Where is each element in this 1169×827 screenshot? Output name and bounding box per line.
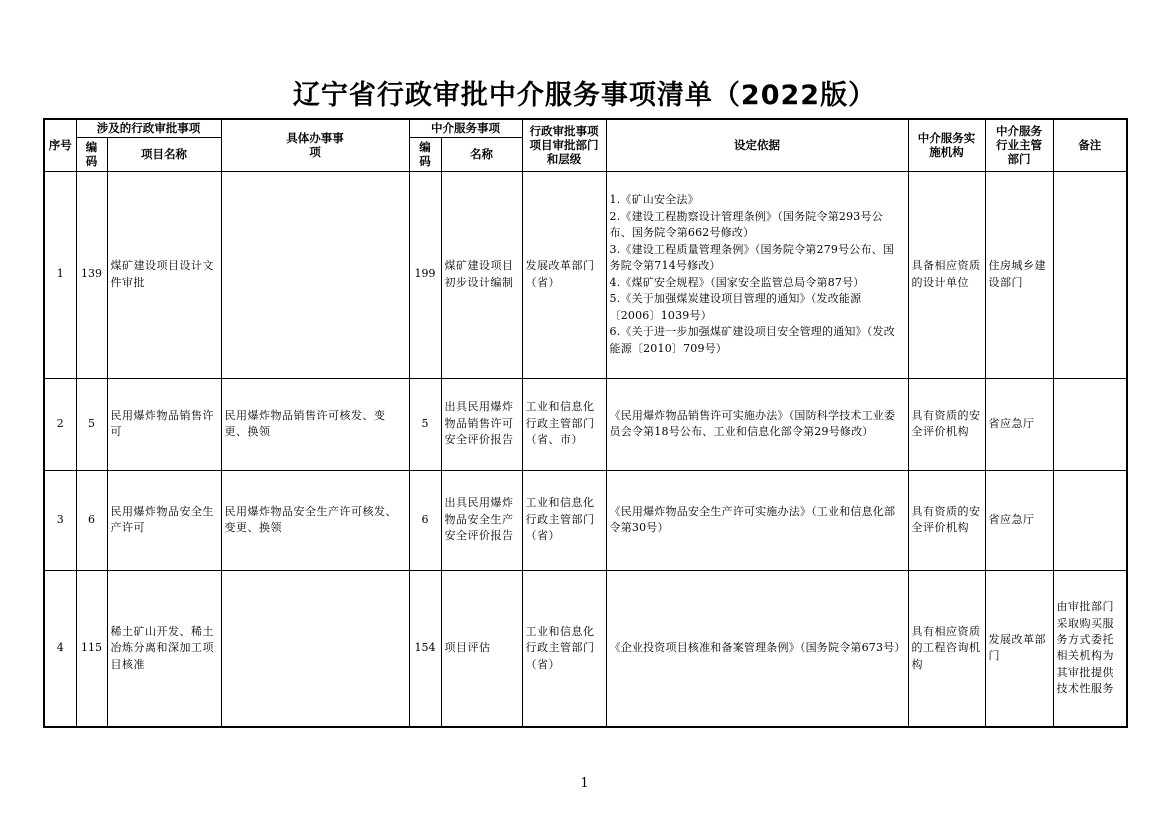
header-supervisor: 中介服务行业主管部门 xyxy=(985,119,1053,171)
cell-supervisor: 住房城乡建设部门 xyxy=(985,171,1053,378)
cell-supervisor: 省应急厅 xyxy=(985,470,1053,570)
page-title: 辽宁省行政审批中介服务事项清单（2022版） xyxy=(292,80,877,111)
cell-seq: 4 xyxy=(44,570,76,727)
cell-inter-name: 出具民用爆炸物品销售许可安全评价报告 xyxy=(441,378,522,470)
basis-line: 5.《关于加强煤炭建设项目管理的通知》（发改能源〔2006〕1039号） xyxy=(609,292,862,322)
cell-admin-code: 139 xyxy=(76,171,107,378)
header-inter-group: 中介服务事项 xyxy=(409,119,522,137)
cell-basis xyxy=(606,378,908,470)
cell-basis xyxy=(606,570,908,727)
cell-inter-name: 煤矿建设项目初步设计编制 xyxy=(441,171,522,378)
service-items-table xyxy=(43,118,1128,728)
header-basis: 设定依据 xyxy=(606,119,908,171)
cell-inter-code: 154 xyxy=(409,570,441,727)
page-number: 1 xyxy=(580,776,589,791)
cell-inter-code: 199 xyxy=(409,171,441,378)
cell-admin-name: 民用爆炸物品销售许可 xyxy=(107,378,221,470)
cell-admin-code: 115 xyxy=(76,570,107,727)
header-specific: 具体办事事项 xyxy=(221,119,409,171)
cell-dept: 工业和信息化行政主管部门（省） xyxy=(522,570,606,727)
cell-remark xyxy=(1053,378,1127,470)
cell-admin-code: 5 xyxy=(76,378,107,470)
basis-line: 4.《煤矿安全规程》（国家安全监管总局令第87号） xyxy=(609,275,865,289)
table-row xyxy=(44,378,1127,470)
cell-basis xyxy=(606,171,908,378)
cell-dept: 发展改革部门（省） xyxy=(522,171,606,378)
cell-remark xyxy=(1053,470,1127,570)
cell-agency: 具有相应资质的工程咨询机构 xyxy=(908,570,985,727)
cell-inter-code: 5 xyxy=(409,378,441,470)
cell-basis xyxy=(606,470,908,570)
cell-admin-code: 6 xyxy=(76,470,107,570)
cell-remark: 由审批部门采取购买服务方式委托相关机构为其审批提供技术性服务 xyxy=(1053,570,1127,727)
cell-dept: 工业和信息化行政主管部门（省） xyxy=(522,470,606,570)
basis-line: 3.《建设工程质量管理条例》（国务院令第279号公布、国务院令第714号修改） xyxy=(609,242,895,272)
cell-agency: 具有资质的安全评价机构 xyxy=(908,470,985,570)
table-row xyxy=(44,470,1127,570)
basis-line: 《企业投资项目核准和备案管理条例》（国务院令第673号） xyxy=(609,641,906,654)
cell-agency: 具备相应资质的设计单位 xyxy=(908,171,985,378)
cell-admin-name: 稀土矿山开发、稀土冶炼分离和深加工项目核准 xyxy=(107,570,221,727)
header-inter-code: 编码 xyxy=(409,137,441,171)
cell-remark xyxy=(1053,171,1127,378)
cell-specific: 民用爆炸物品销售许可核发、变更、换领 xyxy=(221,378,409,470)
table-row xyxy=(44,570,1127,727)
cell-specific: 民用爆炸物品安全生产许可核发、变更、换领 xyxy=(221,470,409,570)
basis-line: 《民用爆炸物品销售许可实施办法》（国防科学技术工业委员会令第18号公布、工业和信息化部令第29号修改） xyxy=(609,408,896,438)
cell-admin-name: 民用爆炸物品安全生产许可 xyxy=(107,470,221,570)
header-admin-group: 涉及的行政审批事项 xyxy=(76,119,221,137)
basis-line: 1.《矿山安全法》 xyxy=(609,193,699,206)
basis-line: 6.《关于进一步加强煤矿建设项目安全管理的通知》（发改能源〔2010〕709号） xyxy=(609,325,895,355)
cell-agency: 具有资质的安全评价机构 xyxy=(908,378,985,470)
cell-specific xyxy=(221,171,409,378)
table-row xyxy=(44,171,1127,378)
cell-seq: 2 xyxy=(44,378,76,470)
basis-line: 《民用爆炸物品安全生产许可实施办法》（工业和信息化部令第30号） xyxy=(609,504,896,534)
cell-seq: 1 xyxy=(44,171,76,378)
header-agency: 中介服务实施机构 xyxy=(908,119,985,171)
cell-dept: 工业和信息化行政主管部门（省、市） xyxy=(522,378,606,470)
header-admin-name: 项目名称 xyxy=(107,137,221,171)
header-admin-code: 编码 xyxy=(76,137,107,171)
cell-inter-name: 出具民用爆炸物品安全生产安全评价报告 xyxy=(441,470,522,570)
header-seq: 序号 xyxy=(44,119,76,171)
cell-inter-code: 6 xyxy=(409,470,441,570)
header-inter-name: 名称 xyxy=(441,137,522,171)
header-dept: 行政审批事项项目审批部门和层级 xyxy=(522,119,606,171)
cell-admin-name: 煤矿建设项目设计文件审批 xyxy=(107,171,221,378)
header-remark: 备注 xyxy=(1053,119,1127,171)
cell-seq: 3 xyxy=(44,470,76,570)
cell-inter-name: 项目评估 xyxy=(441,570,522,727)
basis-line: 2.《建设工程勘察设计管理条例》（国务院令第293号公布、国务院令第662号修改） xyxy=(609,209,883,239)
cell-supervisor: 发展改革部门 xyxy=(985,570,1053,727)
cell-supervisor: 省应急厅 xyxy=(985,378,1053,470)
cell-specific xyxy=(221,570,409,727)
